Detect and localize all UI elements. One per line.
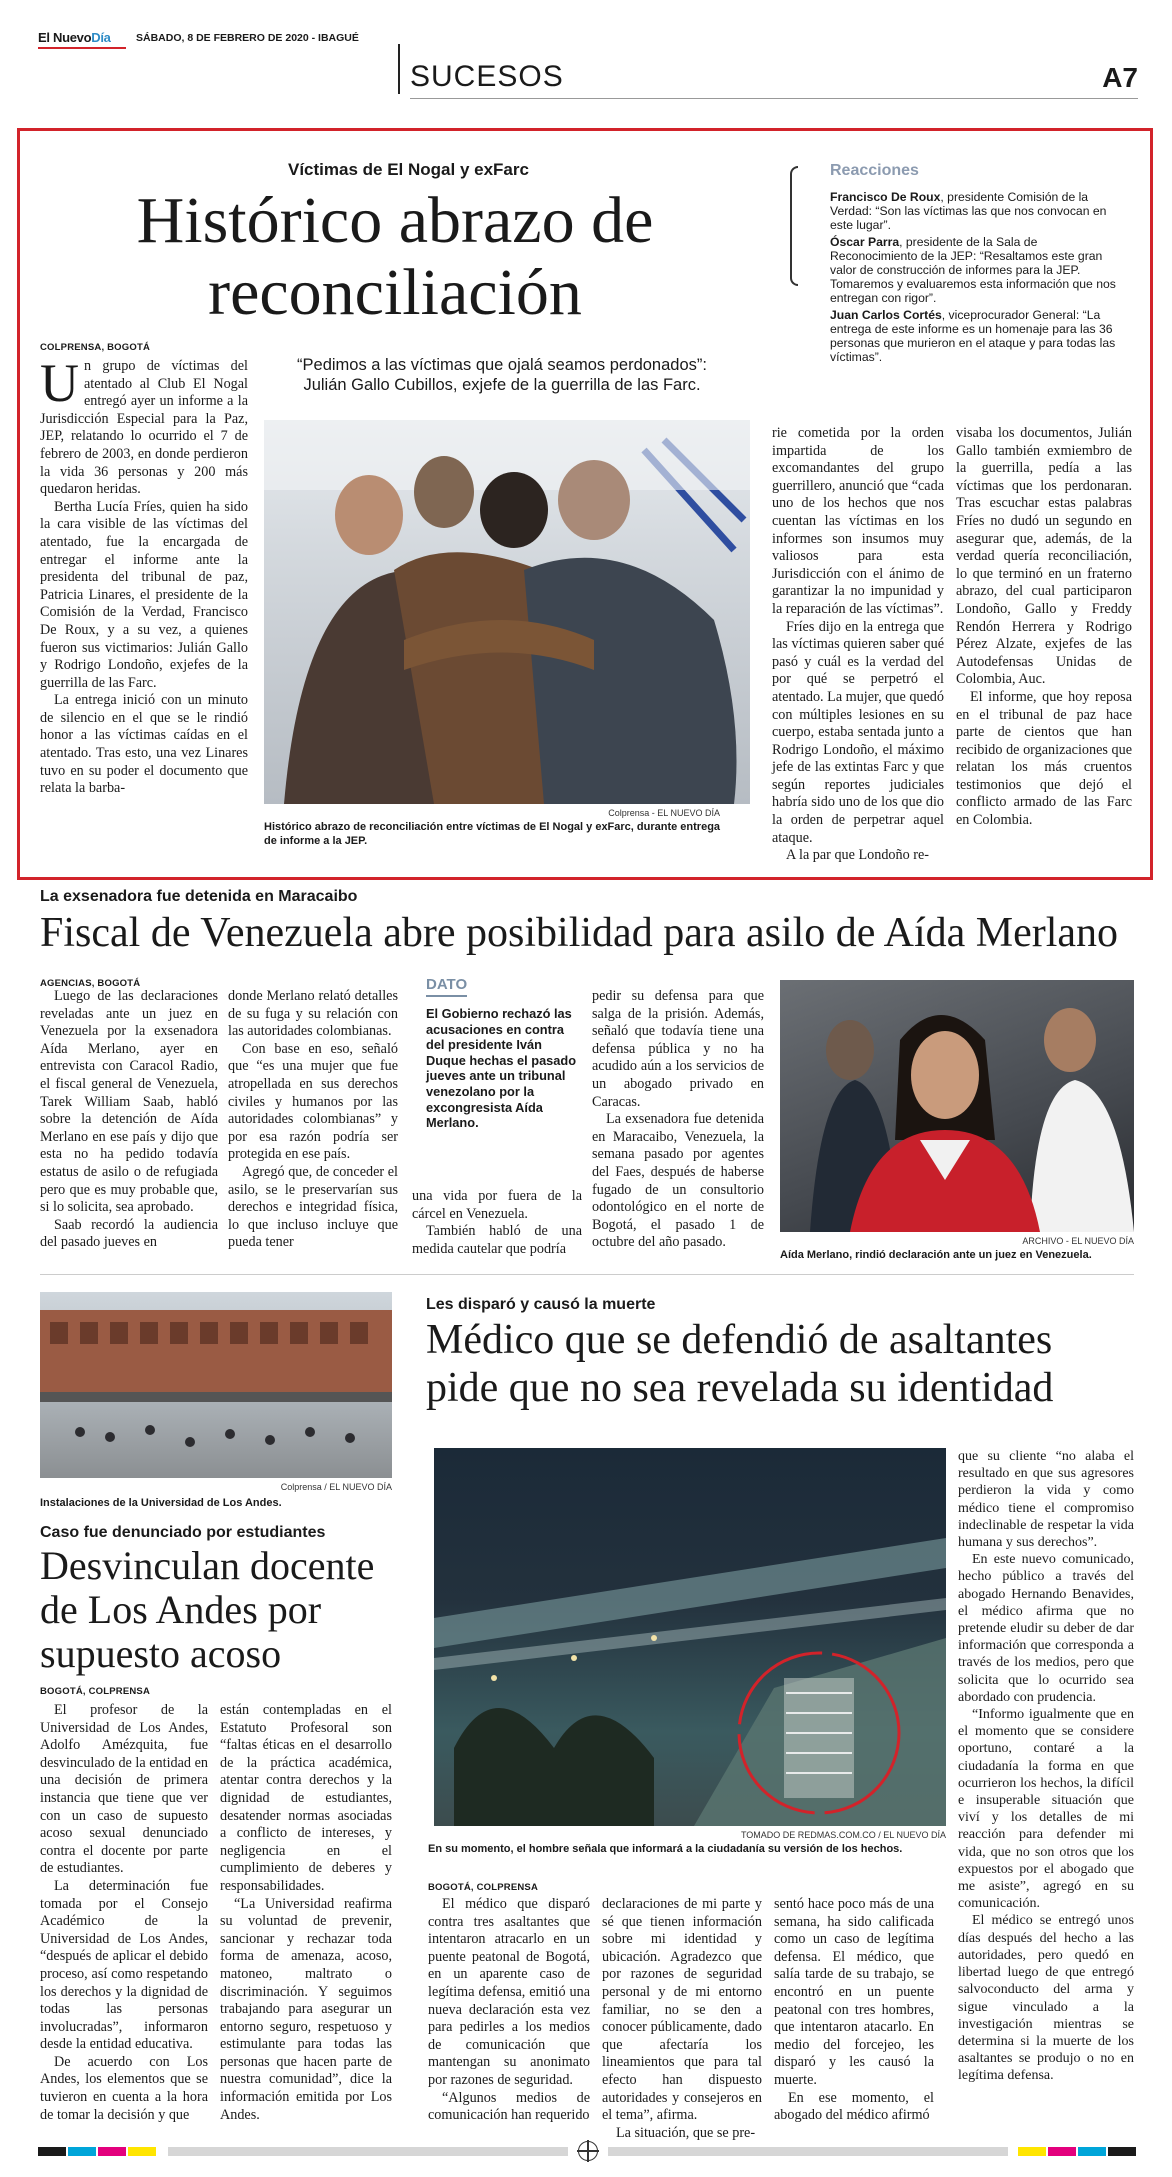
merlano-paragraph: Luego de las declaraciones reveladas ante un juez en Venezuela por la exsenadora Aída Merlano, ayer en entrevista con Caracol Radio, el fiscal general de Venezuela, Tarek William Saab, habló sobre la detención de Aída Merlano en ese país y dijo que esta no ha pedido todavía estatus de asilo o de refugiada pero que es muy probable que, si lo solicita, sea aprobado. <box>40 988 218 1216</box>
andes-byline: BOGOTÁ, COLPRENSA <box>40 1686 151 1697</box>
merlano-paragraph: donde Merlano relató detalles de su fuga y su relación con las autoridades colombianas. <box>228 988 398 1040</box>
lead-col1 <box>40 353 248 798</box>
medico-photo-caption: En su momento, el hombre señala que informará a la ciudadanía su versión de los hechos. <box>428 1843 903 1855</box>
andes-photo <box>40 1292 392 1478</box>
medico-col2 <box>602 1896 762 2142</box>
andes-headline-line2: de Los Andes por <box>40 1587 322 1632</box>
medico-photo <box>434 1448 946 1826</box>
medico-headline-line2: pide que no sea revelada su identidad <box>426 1365 1054 1411</box>
merlano-paragraph: También habló de una medida cautelar que podría <box>412 1223 582 1257</box>
merlano-photo-credit: ARCHIVO - EL NUEVO DÍA <box>1022 1236 1134 1246</box>
medico-byline: BOGOTÁ, COLPRENSA <box>428 1882 539 1893</box>
lead-photo-caption: Histórico abrazo de reconciliación entre víctimas de El Nogal y exFarc, durante entrega de informe a la JEP. <box>264 821 721 847</box>
logo-rule <box>38 47 126 49</box>
lead-byline: COLPRENSA, BOGOTÁ <box>40 342 151 353</box>
merlano-paragraph: pedir su defensa para que salga de la prisión. Además, señaló que todavía tiene una defensa pública y no ha acudido aún a los servicios de un abogado privado en Caracas. <box>592 988 764 1110</box>
newspaper-logo <box>38 30 111 45</box>
medico-col4 <box>958 1448 1134 2085</box>
logo-part2: Día <box>91 30 111 45</box>
medico-kicker: Les disparó y causó la muerte <box>426 1296 656 1313</box>
andes-headline-line3: supuesto acoso <box>40 1631 282 1676</box>
merlano-photo <box>780 980 1134 1232</box>
header-rule <box>410 98 1138 99</box>
reactions-list <box>830 190 1126 364</box>
lead-col4 <box>956 425 1132 830</box>
medico-col1 <box>428 1896 590 2125</box>
lead-paragraph: A la par que Londoño re- <box>786 847 930 864</box>
lead-paragraph: Fríes dijo en la entrega que las víctimas quieren saber qué pasó y cuál es la verdad del por qué se perpetró el atentado. La mujer, que quedó con múltiples lesiones en su cuerpo, estaba sentada junto a Rodrigo Londoño, el máximo jefe de las extintas Farc y que según reportes judiciales habría sido uno de los que dio la orden de perpetrar aquel ataque. <box>772 618 944 846</box>
andes-photo-credit: Colprensa / EL NUEVO DÍA <box>280 1482 392 1492</box>
embrace-photo-illustration <box>264 420 750 804</box>
pull-quote-line2: Julián Gallo Cubillos, exjefe de la guerrilla de las Farc. <box>303 376 701 394</box>
merlano-col2 <box>228 988 398 1252</box>
andes-col2 <box>220 1702 392 2124</box>
medico-paragraph: El médico que disparó contra tres asaltantes que intentaron atracarlo en un puente peatonal de Bogotá, en un aparente caso de legítima defensa, emitió una nueva declaración esta vez para pedirles a los medios de comunicación que mantengan su anonimato por razones de seguridad. <box>428 1896 590 2088</box>
dateline: SÁBADO, 8 DE FEBRERO DE 2020 - IBAGUÉ <box>136 32 359 44</box>
lead-paragraph: Un grupo de víctimas del atentado al Club El Nogal entregó ayer un informe a la Jurisdicción Especial para la Paz, JEP, relatando lo ocurrido el 7 de febrero de 2003, en donde perdieron la vida 36 personas y 200 más quedaron heridas. <box>40 353 248 498</box>
section-rule <box>40 1274 1134 1275</box>
logo-part1: El Nuevo <box>38 30 92 45</box>
lead-paragraph: rie cometida por la orden impartida de los excomandantes del grupo guerrillero, anunció que “cada uno de los hechos que nos cuentan las víctimas en los informes son insumos muy valiosos para esta Jurisdicción con el ánimo de garantizar la no impunidad y la reparación de las víctimas”. <box>772 425 944 617</box>
medico-photo-illustration <box>434 1448 946 1826</box>
merlano-byline: AGENCIAS, BOGOTÁ <box>40 978 141 989</box>
medico-paragraph: “Informo igualmente que en el momento que se considere oportuno, contaré a la ciudadanía la forma en que ocurrieron los hechos, la difícil e insuperable situación que viví y los detalles de mi reacción para defender mi vida, que no son otros que los expuestos por el abogado que me asiste”, agregó en su comunicación. <box>958 1707 1134 1912</box>
merlano-paragraph: La exsenadora fue detenida en Maracaibo, Venezuela, la semana pasado por agentes del Faes, después de haberse fugado de un consultorio odontológico en el norte de Bogotá, el pasado 1 de octubre del año pasado. <box>592 1111 764 1251</box>
medico-paragraph: que su cliente “no alaba el resultado en que sus agresores perdieron la vida y como médico tiene el compromiso indeclinable de respetar la vida humana y sus derechos”. <box>958 1449 1134 1551</box>
andes-photo-caption: Instalaciones de la Universidad de Los Andes. <box>40 1497 282 1509</box>
merlano-headline: Fiscal de Venezuela abre posibilidad para asilo de Aída Merlano <box>40 910 1119 956</box>
andes-paragraph: “La Universidad reafirma su voluntad de prevenir, sancionar y rechazar toda forma de amenaza, acoso, matoneo, maltrato o discriminación. Y seguimos trabajando para asegurar un entorno seguro, respetuoso y estimulante para todas las personas que hacen parte de nuestra comunidad”, dice la información emitida por Los Andes. <box>220 1895 392 2123</box>
lead-headline-line2: reconciliación <box>208 256 582 329</box>
lead-kicker: Víctimas de El Nogal y exFarc <box>288 160 529 179</box>
medico-headline <box>426 1316 1146 1412</box>
page-header <box>38 30 1138 102</box>
lead-pull-quote <box>258 355 746 395</box>
color-bar <box>38 2147 1138 2157</box>
andes-paragraph: El profesor de la Universidad de Los Andes, Adolfo Amézquita, fue desvinculado de la entidad en una decisión de primera instancia que tiene que ver con un caso de supuesto acoso sexual denunciado contra el docente por parte de estudiantes. <box>40 1702 208 1877</box>
reactions-brace <box>790 166 798 286</box>
lead-photo <box>264 420 750 804</box>
medico-paragraph: El médico se entregó unos días después del hecho a las autoridades, pero quedó en libertad luego de que entregó salvoconducto del arma y sigue vinculado a la investigación mientras se determina si la muerte de los asaltantes se produjo o no en legítima defensa. <box>958 1913 1134 2084</box>
andes-headline <box>40 1544 400 1676</box>
andes-paragraph: La determinación fue tomada por el Consejo Académico de la Universidad de Los Andes, “después de aplicar el debido proceso, así como respetando los derechos y la dignidad de todas las personas involucradas”, informaron desde la entidad educativa. <box>40 1877 208 2053</box>
dato-label: DATO <box>426 976 467 997</box>
reaction-item: Óscar Parra, presidente de la Sala de Reconocimiento de la JEP: “Resaltamos este gran valor de construcción de informes para la JEP. Tomaremos y evaluaremos esta información que nos entregan con rigor”. <box>830 234 1116 306</box>
medico-col3 <box>774 1896 934 2125</box>
lead-paragraph: La entrega inició con un minuto de silencio en el que se le rindió honor a las víctimas caídas en el atentado. Tras esto, una vez Linares tuvo en su poder el documento que relata la barba- <box>40 692 248 797</box>
section-title: SUCESOS <box>410 60 564 93</box>
dato-text: El Gobierno rechazó las acusaciones en contra del presidente Iván Duque hechas el pasado jueves ante un tribunal venezolano por la excongresista Aída Merlano. <box>426 1006 577 1131</box>
lead-paragraph: Bertha Lucía Fríes, quien ha sido la cara visible de las víctimas del atentado, fue la encargada de entregar el informe ante la presidenta del tribunal de paz, Patricia Linares, el presidente de la Comisión de la Verdad, Francisco De Roux, y a su vez, a quienes fueron sus victimarios: Julián Gallo y Rodrigo Londoño, exjefes de la guerrilla de las Farc. <box>40 498 248 691</box>
medico-headline-line1: Médico que se defendió de asaltantes <box>426 1317 1053 1363</box>
lead-paragraph: visaba los documentos, Julián Gallo también exmiembro de la guerrilla, pedía a las víctimas que los perdonaran. Tras escuchar estas palabras Fríes no dudó un segundo en asegurar que, además, de la verdad quería reconciliación, lo que terminó en un fraterno abrazo, del cual participaron Londoño, Gallo y Freddy Rendón Herrera y Rodrigo Pérez Alzate, exjefes de las Autodefensas Unidas de Colombia, Auc. <box>956 425 1132 688</box>
registration-mark-icon <box>578 2141 598 2161</box>
header-divider <box>398 44 400 94</box>
lead-headline <box>40 185 750 329</box>
drop-cap: U <box>40 353 79 413</box>
page-number: A7 <box>1102 62 1138 93</box>
andes-kicker: Caso fue denunciado por estudiantes <box>40 1524 326 1541</box>
medico-paragraph: La situación, que se pre- <box>616 2124 756 2141</box>
andes-paragraph: están contempladas en el Estatuto Profesoral son “faltas éticas en el desarrollo de la práctica académica, atentar contra derechos y la dignidad de estudiantes, desatender normas asociadas a conflicto de intereses, y negligencia en el cumplimiento de deberes y responsabilidades. <box>220 1702 392 1894</box>
lead-paragraph: El informe, que hoy reposa en el tribunal de paz hace parte de cientos que han recibido de organizaciones que relatan los más cruentos testimonios que dejó el conflicto armado de las Farc en Colombia. <box>956 688 1132 829</box>
pull-quote-line1: “Pedimos a las víctimas que ojalá seamos perdonados”: <box>297 356 707 374</box>
merlano-col3b <box>412 1188 582 1258</box>
medico-paragraph: declaraciones de mi parte y sé que tienen información sobre mi identidad y ubicación. Agradezco que por razones de seguridad personal y de mi entorno familiar, no se den a conocer públicamente, dado que afectaría los lineamientos que para tal efecto han dispuesto autoridades y consejeros en el tema”, afirma. <box>602 1896 762 2124</box>
andes-photo-illustration <box>40 1292 392 1478</box>
merlano-paragraph: Agregó que, de conceder el asilo, se le preservarían sus derechos e integridad física, lo que incluso incluye que pueda tener <box>228 1163 398 1251</box>
merlano-paragraph: Con base en eso, señaló que “es una mujer que fue atropellada en sus derechos civiles y humanos por las autoridades colombianas” y por esa razón podría ser protegida en ese país. <box>228 1040 398 1163</box>
lead-photo-credit: Colprensa - EL NUEVO DÍA <box>608 808 720 818</box>
andes-headline-line1: Desvinculan docente <box>40 1543 375 1588</box>
merlano-col1 <box>40 988 218 1252</box>
reactions-box <box>790 160 1130 400</box>
medico-photo-credit: TOMADO DE REDMAS.COM.CO / EL NUEVO DÍA <box>740 1830 946 1840</box>
medico-paragraph: “Algunos medios de comunicación han requerido <box>428 2089 590 2124</box>
merlano-paragraph: una vida por fuera de la cárcel en Venezuela. <box>412 1188 582 1222</box>
medico-paragraph: En ese momento, el abogado del médico afirmó <box>774 2089 934 2124</box>
medico-paragraph: sentó hace poco más de una semana, ha sido calificada como un caso de legítima defensa. El médico, que salía tarde de su trabajo, se encontró en un puente peatonal con tres hombres, que intentaron atacarlo. En medio del forcejeo, les disparó y les causó la muerte. <box>774 1896 934 2088</box>
medico-paragraph: En este nuevo comunicado, hecho público a través del abogado Hernando Benavides, el médico afirma que no pretende eludir su deber de dar información que corresponda a través de los medios, pero que solicita que lo ocurrido sea abordado con prudencia. <box>958 1552 1134 1705</box>
merlano-col4 <box>592 988 764 1252</box>
merlano-photo-caption: Aída Merlano, rindió declaración ante un juez en Venezuela. <box>780 1249 1092 1261</box>
reaction-item: Francisco De Roux, presidente Comisión de la Verdad: “Son las víctimas las que nos convocan en este lugar”. <box>830 190 1107 233</box>
reaction-item: Juan Carlos Cortés, viceprocurador General: “La entrega de este informe es un homenaje para las 36 personas que murieron en el ataque y para todas las víctimas”. <box>830 307 1116 365</box>
lead-headline-line1: Histórico abrazo de <box>136 184 654 257</box>
andes-paragraph: De acuerdo con Los Andes, los elementos que se tuvieron en cuenta a la hora de tomar la decisión y que <box>40 2053 208 2123</box>
lead-col3 <box>772 425 944 865</box>
reactions-title: Reacciones <box>830 162 919 179</box>
merlano-kicker: La exsenadora fue detenida en Maracaibo <box>40 888 358 905</box>
andes-col1 <box>40 1702 208 2124</box>
merlano-paragraph: Saab recordó la audiencia del pasado jueves en <box>40 1216 218 1251</box>
dato-box <box>412 976 582 1176</box>
merlano-photo-illustration <box>780 980 1134 1232</box>
